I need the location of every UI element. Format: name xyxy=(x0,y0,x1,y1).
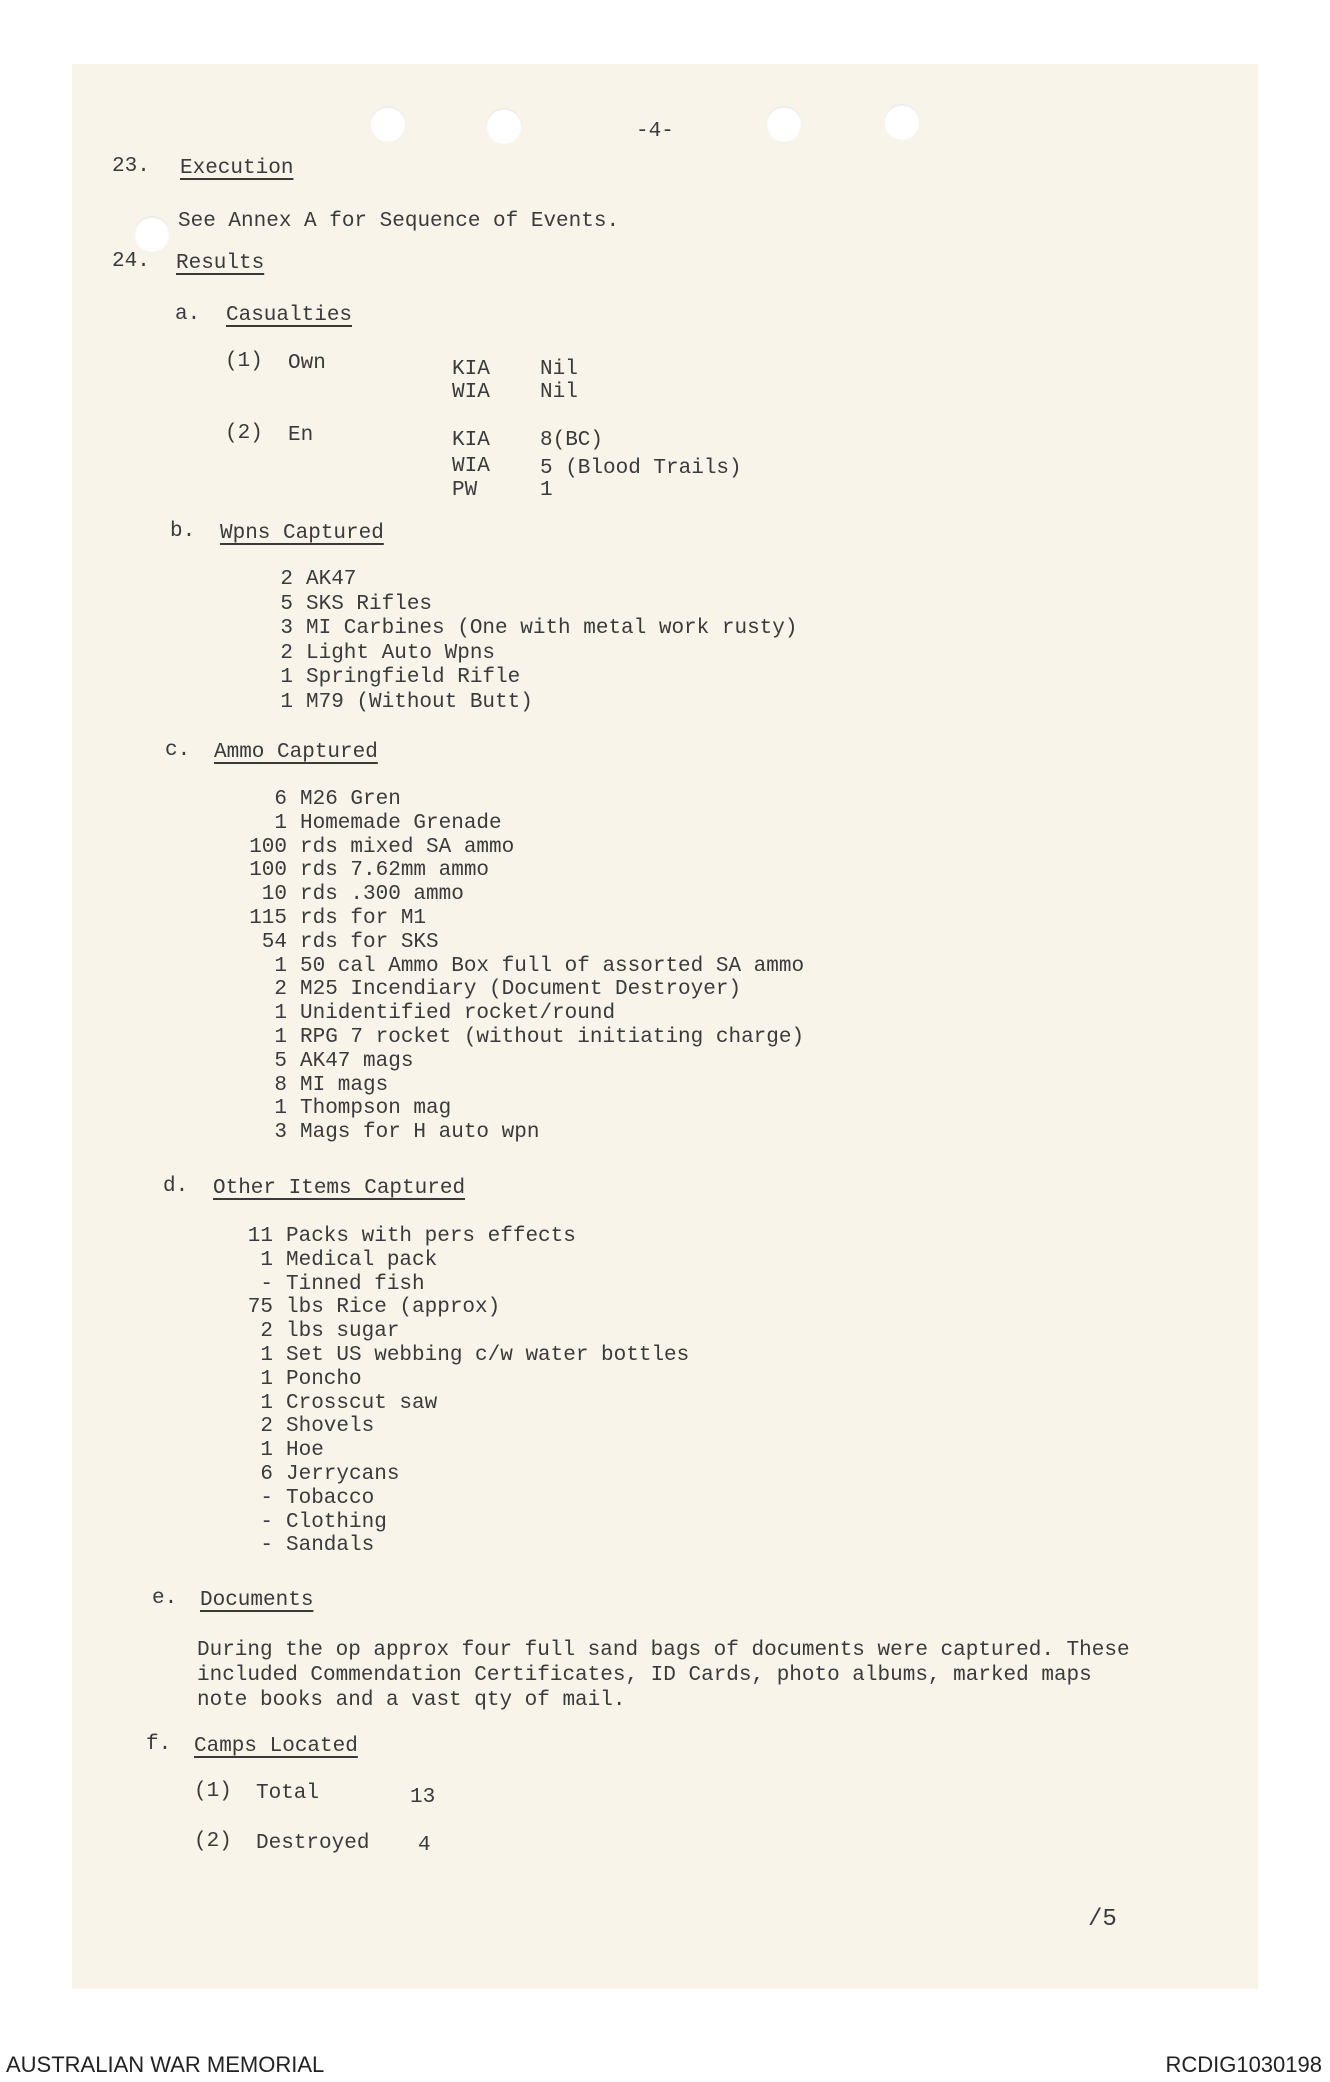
footer-archive-name: AUSTRALIAN WAR MEMORIAL xyxy=(6,2052,325,2077)
ammo-desc: M25 Incendiary (Document Destroyer) xyxy=(300,978,742,1002)
casualties-own-kia-label: KIA xyxy=(452,358,490,381)
other-item-desc: Jerrycans xyxy=(286,1463,400,1486)
documents-title: Documents xyxy=(200,1589,314,1612)
casualties-en-number: (2) xyxy=(225,422,263,445)
camps-total-number: (1) xyxy=(194,1780,232,1803)
ammo-qty: 100 xyxy=(249,835,287,859)
casualties-en-pw-label: PW xyxy=(452,479,478,502)
next-page-marker: /5 xyxy=(1088,1906,1117,1933)
other-items-title: Other Items Captured xyxy=(213,1177,466,1200)
other-item-desc: Crosscut saw xyxy=(286,1391,438,1415)
other-item-desc: Tinned fish xyxy=(286,1272,425,1296)
other-item-qty: 1 xyxy=(260,1391,273,1415)
other-item-qty: 1 xyxy=(260,1344,273,1367)
camps-total-label: Total xyxy=(256,1782,320,1805)
ammo-desc: rds for SKS xyxy=(300,930,439,954)
other-item-desc: Packs with pers effects xyxy=(286,1225,576,1248)
weapons-desc: AK47 xyxy=(306,568,357,591)
other-item-qty: 11 xyxy=(247,1225,273,1248)
punch-hole xyxy=(370,106,406,142)
ammo-qty: 100 xyxy=(249,859,287,883)
casualties-own-wia-value: Nil xyxy=(540,381,578,404)
camps-letter: f. xyxy=(146,1733,172,1756)
ammo-desc: RPG 7 rocket (without initiating charge) xyxy=(300,1026,805,1049)
ammo-desc: rds 7.62mm ammo xyxy=(300,859,490,883)
ammo-desc: M26 Gren xyxy=(300,788,401,811)
ammo-desc: Mags for H auto wpn xyxy=(300,1121,540,1145)
other-item-desc: lbs sugar xyxy=(286,1320,400,1344)
casualties-own-wia-label: WIA xyxy=(452,381,490,404)
ammo-qty: 8 xyxy=(274,1073,287,1097)
camps-destroyed-number: (2) xyxy=(194,1830,232,1853)
weapons-desc: MI Carbines (One with metal work rusty) xyxy=(306,617,798,640)
documents-letter: e. xyxy=(152,1587,178,1610)
section-23-title: Execution xyxy=(180,157,294,180)
other-item-qty: - xyxy=(260,1272,273,1296)
other-item-qty: 2 xyxy=(260,1320,273,1344)
weapons-qty: 1 xyxy=(280,690,293,714)
ammo-qty: 10 xyxy=(261,883,287,907)
weapons-qty: 2 xyxy=(280,568,293,591)
other-item-qty: 2 xyxy=(260,1415,273,1439)
ammo-desc: rds .300 ammo xyxy=(300,883,464,907)
punch-hole xyxy=(486,108,522,144)
other-item-qty: 1 xyxy=(260,1367,273,1391)
casualties-own-label: Own xyxy=(288,352,326,375)
punch-hole xyxy=(884,104,920,140)
weapons-desc: M79 (Without Butt) xyxy=(306,690,533,714)
ammo-letter: c. xyxy=(165,739,191,762)
casualties-own-kia-value: Nil xyxy=(540,358,578,381)
ammo-qty: 6 xyxy=(274,788,287,811)
camps-total-value: 13 xyxy=(410,1786,436,1809)
weapons-qty: 2 xyxy=(280,641,293,665)
weapons-desc: Springfield Rifle xyxy=(306,666,521,689)
casualties-letter: a. xyxy=(175,303,201,326)
punch-hole xyxy=(134,216,170,252)
ammo-title: Ammo Captured xyxy=(214,741,378,764)
other-item-desc: Sandals xyxy=(286,1534,375,1558)
weapons-desc: SKS Rifles xyxy=(306,592,433,616)
footer-record-id: RCDIG1030198 xyxy=(1165,2052,1322,2077)
weapons-desc: Light Auto Wpns xyxy=(306,641,496,665)
ammo-desc: Unidentified rocket/round xyxy=(300,1002,616,1026)
camps-destroyed-value: 4 xyxy=(418,1834,431,1857)
weapons-letter: b. xyxy=(170,520,196,543)
weapons-qty: 3 xyxy=(280,617,293,640)
ammo-qty: 1 xyxy=(274,1002,287,1026)
ammo-desc: Thompson mag xyxy=(300,1097,452,1121)
other-item-qty: 75 xyxy=(247,1296,273,1320)
other-item-desc: Shovels xyxy=(286,1415,375,1439)
camps-title: Camps Located xyxy=(194,1735,358,1758)
weapons-title: Wpns Captured xyxy=(220,522,384,545)
ammo-qty: 54 xyxy=(261,930,287,954)
other-item-qty: 1 xyxy=(260,1248,273,1272)
casualties-en-wia-value: 5 (Blood Trails) xyxy=(540,457,742,480)
other-item-desc: Poncho xyxy=(286,1367,362,1391)
ammo-desc: Homemade Grenade xyxy=(300,811,502,835)
casualties-en-kia-value: 8(BC) xyxy=(540,429,604,452)
casualties-en-pw-value: 1 xyxy=(540,479,553,502)
documents-text: During the op approx four full sand bags of documents were captured. These included Commendation Certificates, ID Cards, photo albums, marked maps note books and a vast qty of mail. xyxy=(197,1639,1130,1712)
ammo-desc: 50 cal Ammo Box full of assorted SA ammo xyxy=(300,954,805,978)
weapons-qty: 5 xyxy=(280,592,293,616)
ammo-qty: 1 xyxy=(274,1097,287,1121)
other-item-qty: 6 xyxy=(260,1463,273,1486)
ammo-qty: 3 xyxy=(274,1121,287,1145)
section-23-number: 23. xyxy=(112,155,150,178)
casualties-own-number: (1) xyxy=(225,350,263,373)
casualties-en-kia-label: KIA xyxy=(452,429,490,452)
weapons-qty: 1 xyxy=(280,666,293,689)
other-item-desc: Hoe xyxy=(286,1439,324,1463)
other-item-desc: Set US webbing c/w water bottles xyxy=(286,1344,690,1367)
ammo-qty: 1 xyxy=(274,954,287,978)
ammo-qty: 2 xyxy=(274,978,287,1002)
page-number: -4- xyxy=(636,120,674,143)
other-item-desc: Tobacco xyxy=(286,1486,375,1510)
ammo-desc: AK47 mags xyxy=(300,1049,414,1073)
other-item-qty: - xyxy=(260,1486,273,1510)
casualties-en-label: En xyxy=(288,424,314,447)
ammo-qty: 115 xyxy=(249,907,287,930)
section-24-title: Results xyxy=(176,252,265,275)
section-24-number: 24. xyxy=(112,250,150,273)
camps-destroyed-label: Destroyed xyxy=(256,1832,370,1855)
ammo-qty: 1 xyxy=(274,1026,287,1049)
other-item-qty: - xyxy=(260,1534,273,1558)
ammo-desc: MI mags xyxy=(300,1073,389,1097)
ammo-qty: 5 xyxy=(274,1049,287,1073)
ammo-desc: rds mixed SA ammo xyxy=(300,835,515,859)
punch-hole xyxy=(766,106,802,142)
casualties-en-wia-label: WIA xyxy=(452,455,490,478)
section-23-text: See Annex A for Sequence of Events. xyxy=(178,210,620,233)
other-item-desc: lbs Rice (approx) xyxy=(286,1296,501,1320)
other-item-qty: 1 xyxy=(260,1439,273,1463)
ammo-desc: rds for M1 xyxy=(300,907,427,930)
other-items-letter: d. xyxy=(163,1175,189,1198)
casualties-title: Casualties xyxy=(226,304,353,327)
other-item-desc: Clothing xyxy=(286,1510,387,1534)
other-item-desc: Medical pack xyxy=(286,1248,438,1272)
ammo-qty: 1 xyxy=(274,811,287,835)
other-item-qty: - xyxy=(260,1510,273,1534)
